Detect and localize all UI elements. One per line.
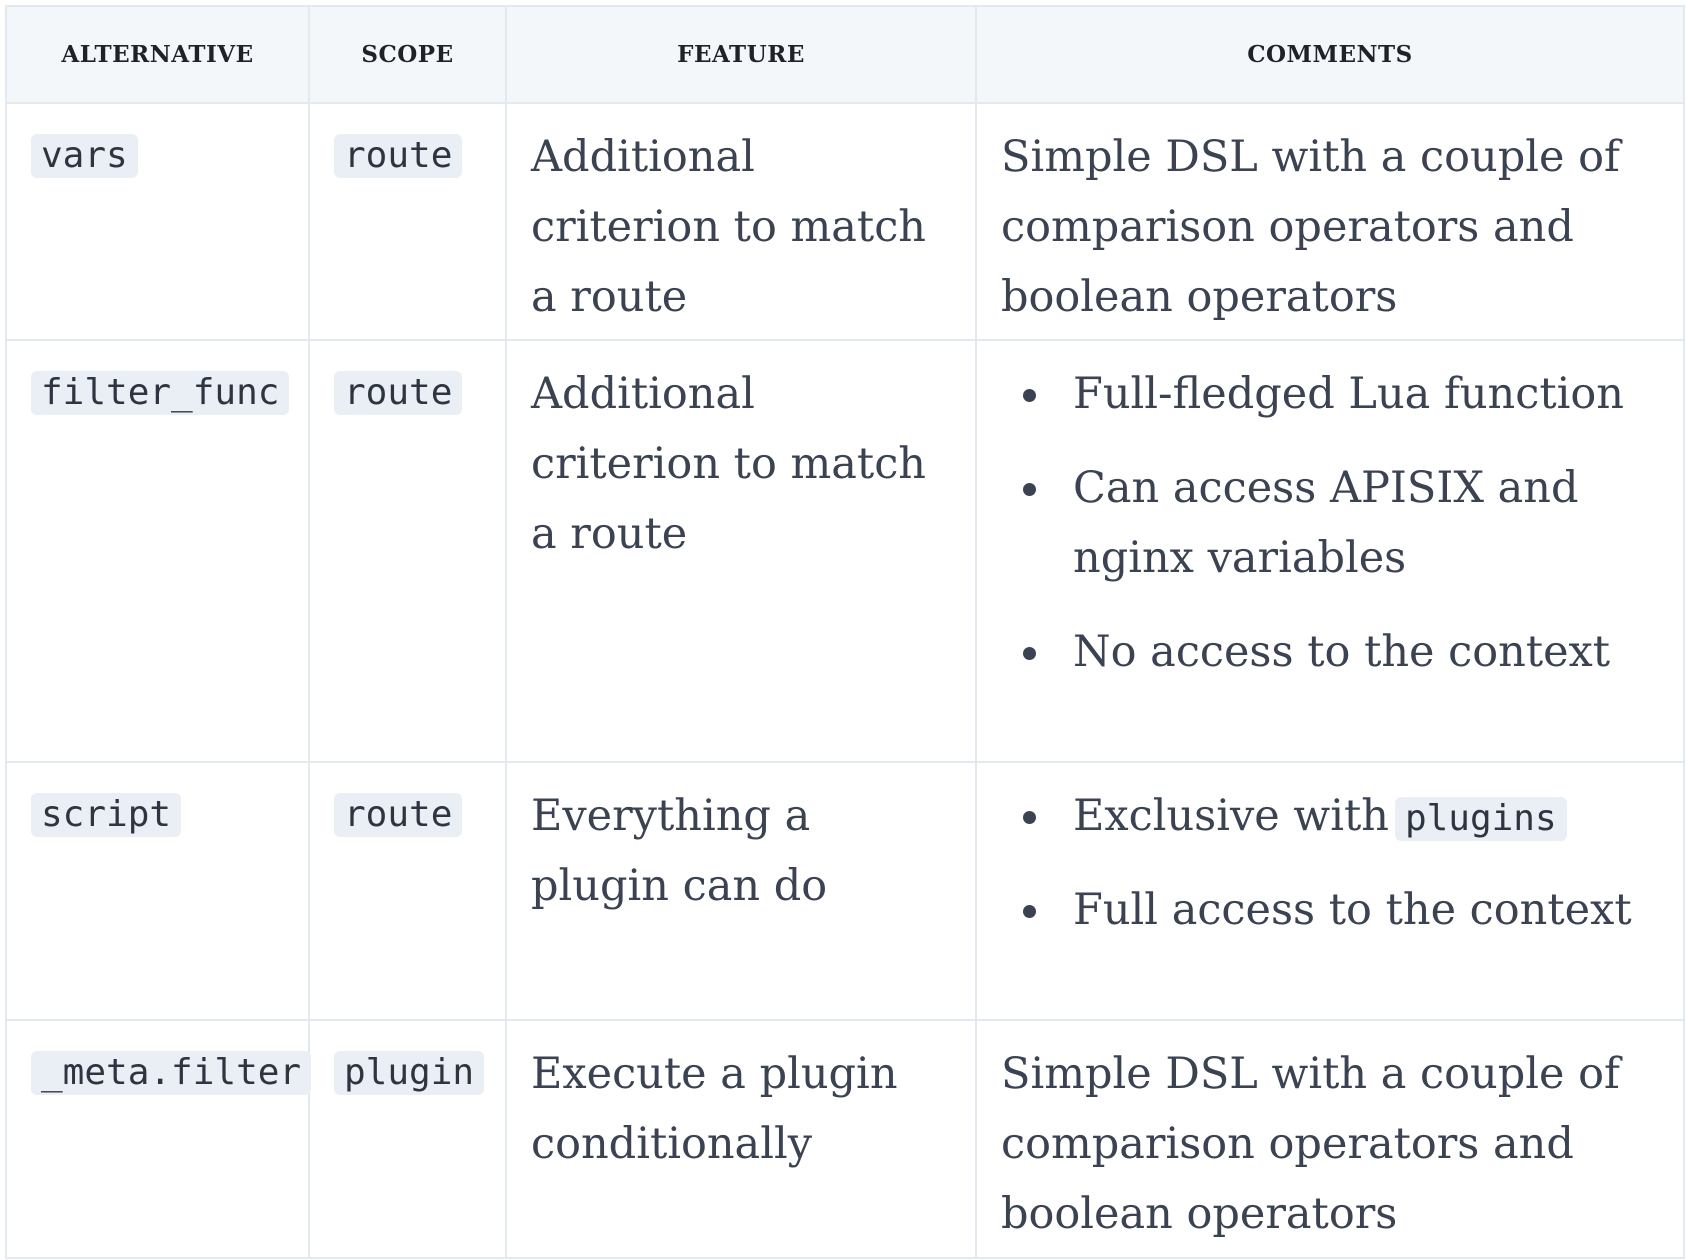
header-comments: COMMENTS <box>976 6 1684 103</box>
scope-cell <box>309 1020 506 1258</box>
alternative-cell <box>6 340 309 762</box>
header-row <box>6 6 1684 103</box>
comment-cell <box>976 762 1684 1020</box>
comment-list <box>1001 781 1663 945</box>
alternative-cell <box>6 103 309 340</box>
scope-code: route <box>334 371 462 415</box>
list-item <box>1001 781 1663 851</box>
comment-cell <box>976 340 1684 762</box>
table-row <box>6 103 1684 340</box>
header-alternative: ALTERNATIVE <box>6 6 309 103</box>
scope-cell <box>309 340 506 762</box>
comment-list <box>1001 359 1663 687</box>
alternative-code: _meta.filter <box>31 1051 311 1095</box>
table-body <box>6 103 1684 1258</box>
header-scope: SCOPE <box>309 6 506 103</box>
header-feature: FEATURE <box>506 6 976 103</box>
alternative-cell <box>6 762 309 1020</box>
table-row <box>6 340 1684 762</box>
list-item: No access to the context <box>1001 617 1663 687</box>
list-item-text: Exclusive with <box>1073 791 1389 841</box>
feature-cell: Additional criterion to match a route <box>506 103 976 340</box>
comparison-table <box>5 5 1685 1259</box>
scope-code: route <box>334 134 462 178</box>
list-item: Full-fledged Lua function <box>1001 359 1663 429</box>
scope-cell <box>309 762 506 1020</box>
table-header <box>6 6 1684 103</box>
alternative-code: vars <box>31 134 138 178</box>
inline-code: plugins <box>1395 797 1567 841</box>
table-row <box>6 1020 1684 1258</box>
feature-cell: Execute a plugin conditionally <box>506 1020 976 1258</box>
scope-code: plugin <box>334 1051 484 1095</box>
feature-cell: Additional criterion to match a route <box>506 340 976 762</box>
alternative-code: script <box>31 793 181 837</box>
alternative-cell <box>6 1020 309 1258</box>
scope-code: route <box>334 793 462 837</box>
comment-cell: Simple DSL with a couple of comparison operators and boolean operators <box>976 1020 1684 1258</box>
list-item: Can access APISIX and nginx variables <box>1001 453 1663 593</box>
feature-cell: Everything a plugin can do <box>506 762 976 1020</box>
table-row <box>6 762 1684 1020</box>
alternative-code: filter_func <box>31 371 289 415</box>
scope-cell <box>309 103 506 340</box>
list-item: Full access to the context <box>1001 875 1663 945</box>
comment-cell: Simple DSL with a couple of comparison operators and boolean operators <box>976 103 1684 340</box>
